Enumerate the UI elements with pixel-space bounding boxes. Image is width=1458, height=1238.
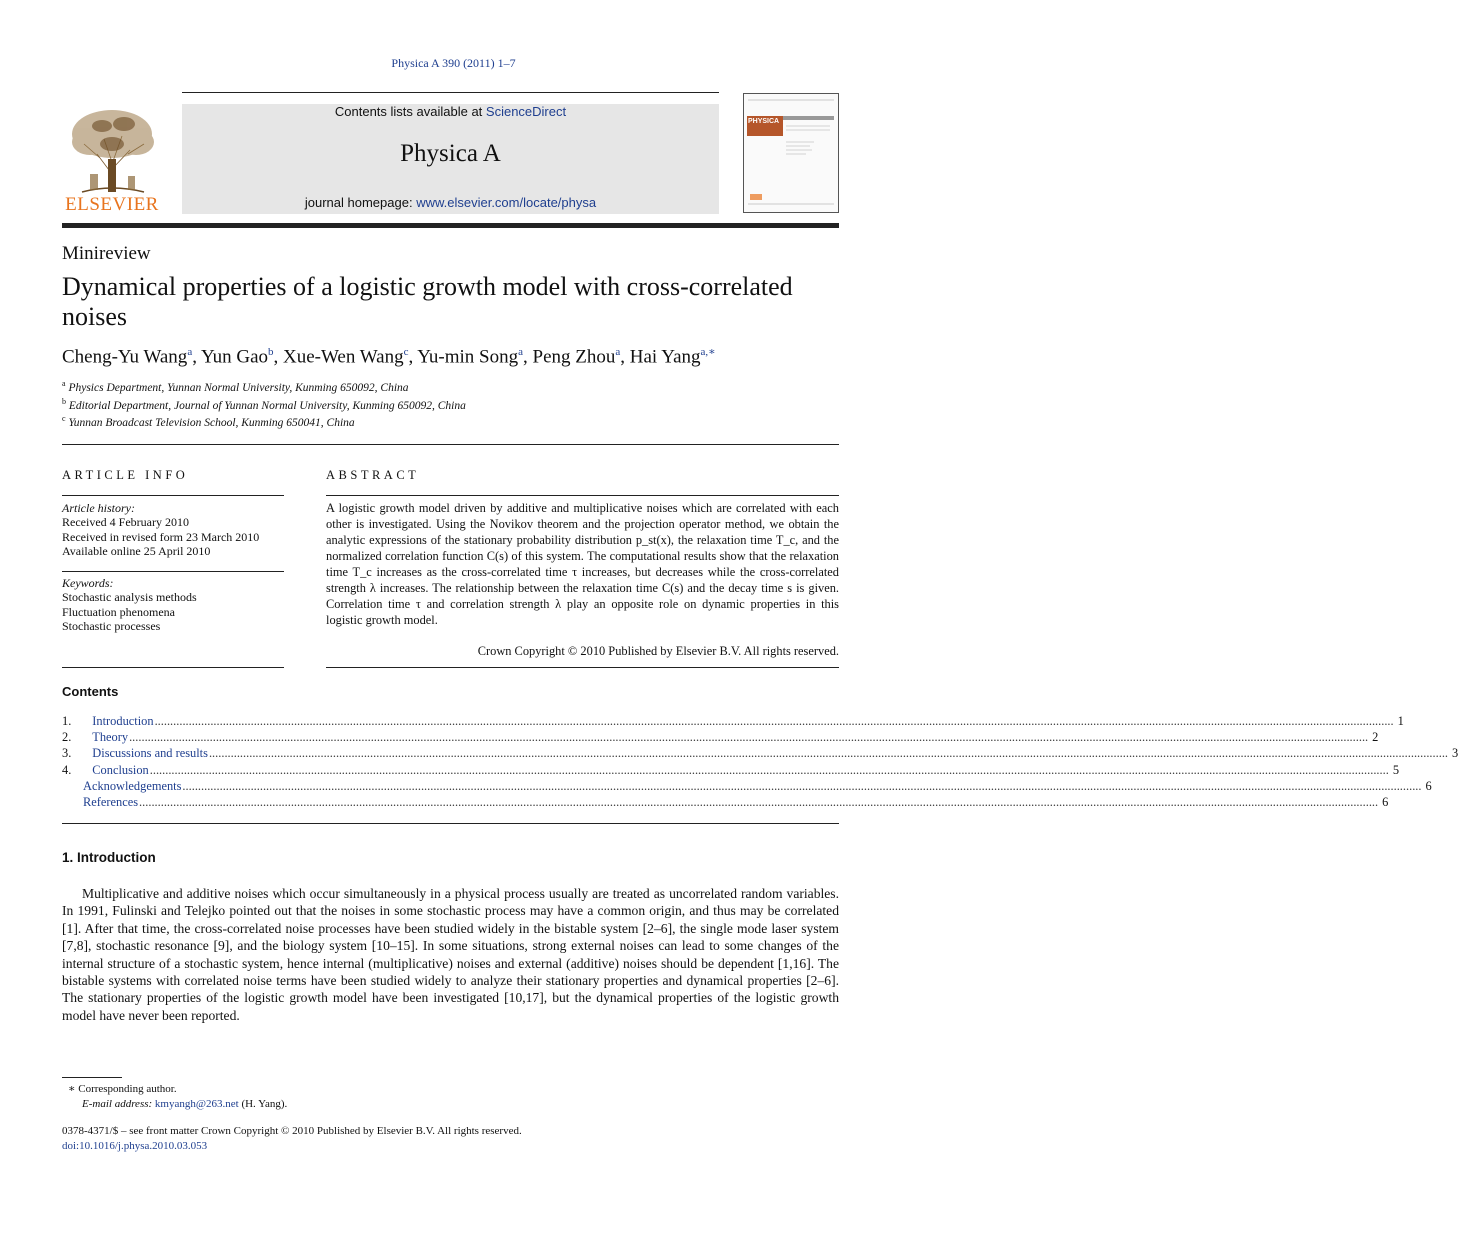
journal-title: Physica A xyxy=(400,140,501,167)
section-heading-introduction: 1. Introduction xyxy=(62,850,156,865)
toc-page-number: 3 xyxy=(1452,746,1458,761)
issn-line: 0378-4371/$ – see front matter Crown Copyright © 2010 Published by Elsevier B.V. All rights reserved. xyxy=(62,1125,522,1137)
keyword: Fluctuation phenomena xyxy=(62,605,175,619)
toc-entry-link[interactable]: Conclusion xyxy=(92,762,149,777)
elsevier-wordmark: ELSEVIER xyxy=(65,194,159,215)
toc-number: 4. xyxy=(62,762,72,777)
keyword: Stochastic processes xyxy=(62,619,161,633)
toc-leader-dots: ................................................................................................................................................................................................................................................................................................................................................................................................................ xyxy=(139,795,1379,809)
author-name: Hai Yang xyxy=(629,346,701,368)
toc-row[interactable] xyxy=(62,795,1389,811)
article-info-heading: ARTICLE INFO xyxy=(62,468,189,482)
affiliation-c: $^c$ Yunnan Broadcast Television School, Kunming 650041, China xyxy=(62,414,355,429)
affiliation-b: $^b$ Editorial Department, Journal of Yunnan Normal University, Kunming 650092, China xyxy=(62,397,466,412)
journal-homepage-link[interactable]: www.elsevier.com/locate/physa xyxy=(416,195,597,210)
author-affiliation-mark[interactable]: a xyxy=(187,346,193,358)
author-affiliation-mark[interactable]: a,∗ xyxy=(700,346,716,358)
header-top-rule xyxy=(182,92,719,93)
abstract-copyright: Crown Copyright © 2010 Published by Elsevier B.V. All rights reserved. xyxy=(477,644,839,658)
abstract-bottom-rule xyxy=(326,667,839,668)
toc-row[interactable] xyxy=(62,730,1379,746)
article-history-label: Article history: xyxy=(62,501,135,515)
toc-entry-link[interactable]: Acknowledgements xyxy=(83,778,182,793)
author-name: Xue-Wen Wang xyxy=(283,346,404,368)
toc-page-number: 6 xyxy=(1382,795,1389,809)
toc-leader-dots: ................................................................................................................................................................................................................................................................................................................................................................................................................ xyxy=(182,778,1422,793)
toc-page-number: 6 xyxy=(1425,778,1432,793)
history-online: Available online 25 April 2010 xyxy=(62,544,211,558)
author-name: Yun Gao xyxy=(201,346,269,368)
article-info-rule xyxy=(62,495,284,496)
title-bottom-rule xyxy=(62,444,839,445)
toc-entry-link[interactable]: References xyxy=(83,795,139,809)
contents-heading: Contents xyxy=(62,684,119,699)
author-affiliation-mark[interactable]: c xyxy=(403,346,409,358)
keyword: Stochastic analysis methods xyxy=(62,590,197,604)
toc-page-number: 2 xyxy=(1372,730,1379,745)
abstract-heading: ABSTRACT xyxy=(326,468,420,482)
toc-entry-link[interactable]: Theory xyxy=(92,730,129,745)
toc-row[interactable] xyxy=(62,746,1458,762)
toc-row[interactable] xyxy=(62,714,1404,730)
cover-label: PHYSICA xyxy=(748,118,780,125)
journal-reference[interactable]: Physica A 390 (2011) 1–7 xyxy=(391,56,516,70)
toc-number: 3. xyxy=(62,746,72,761)
toc-entry-link[interactable]: Discussions and results xyxy=(92,746,208,761)
toc-page-number: 1 xyxy=(1397,714,1404,728)
email-suffix: (H. Yang). xyxy=(238,1098,288,1110)
toc-number: 1. xyxy=(62,714,72,728)
email-link[interactable]: kmyangh@263.net xyxy=(154,1098,239,1110)
toc-entry-link[interactable]: Introduction xyxy=(92,714,154,728)
homepage-prefix: journal homepage: xyxy=(304,195,417,210)
contents-available-line xyxy=(182,104,719,119)
author-name: Cheng-Yu Wang xyxy=(62,346,188,368)
journal-cover-thumbnail xyxy=(743,93,839,213)
header-thick-rule xyxy=(62,223,839,228)
article-type: Minireview xyxy=(62,243,151,264)
toc-number: 2. xyxy=(62,730,72,745)
toc-leader-dots: ................................................................................................................................................................................................................................................................................................................................................................................................................ xyxy=(154,714,1394,728)
sciencedirect-link[interactable]: ScienceDirect xyxy=(485,104,567,119)
author-affiliation-mark[interactable]: b xyxy=(268,346,274,358)
article-title: Dynamical properties of a logistic growth model with cross-correlated noises xyxy=(62,272,793,331)
footnote-rule xyxy=(62,1077,122,1078)
affiliation-a: $^a$ Physics Department, Yunnan Normal University, Kunming 650092, China xyxy=(62,379,409,394)
author-list: Cheng-Yu Wang$^a$, Yun Gao$^b$, Xue-Wen Wang$^c$, Yu-min Song$^a$, Peng Zhou$^a$, Hai Yang$^{a,∗}$ xyxy=(62,346,716,368)
introduction-paragraph: Multiplicative and additive noises which occur simultaneously in a physical process usually are treated as uncorrelated random variables. In 1991, Fulinski and Telejko pointed out that the noises in some stochastic process may have a common origin, and thus may be correlated [1]. After that time, the cross-correlated noise processes have been studied widely in the bistable system [2–6], the single mode laser system [7,8], stochastic resonance [9], and the biology system [10–15]. In some situations, strong external noises can lead to some changes of the internal structure of a stochastic system, hence internal (multiplicative) noises and external (additive) noises should be dependent [1,16]. The bistable systems with correlated noise terms have been studied widely to analyze their stationary properties and dynamical properties [2–6]. The stationary properties of the logistic growth model have been investigated [10,17], but the dynamical properties of the logistic growth model have never been reported. xyxy=(62,886,839,1023)
contents-prefix: Contents lists available at xyxy=(334,104,486,119)
keywords-label: Keywords: xyxy=(62,576,114,590)
doi-link[interactable]: doi:10.1016/j.physa.2010.03.053 xyxy=(62,1140,208,1152)
author-name: Yu-min Song xyxy=(417,346,519,368)
corresponding-author-note: ∗ Corresponding author. xyxy=(68,1083,177,1095)
toc-leader-dots: ................................................................................................................................................................................................................................................................................................................................................................................................................ xyxy=(149,762,1389,777)
author-name: Peng Zhou xyxy=(532,346,616,368)
toc-page-number: 5 xyxy=(1392,762,1400,777)
toc-row[interactable] xyxy=(62,778,1432,795)
journal-homepage-line xyxy=(182,195,719,210)
email-label: E-mail address: xyxy=(82,1098,155,1110)
author-affiliation-mark[interactable]: a xyxy=(615,346,621,358)
author-affiliation-mark[interactable]: a xyxy=(518,346,524,358)
journal-cover-icon xyxy=(744,94,838,212)
abstract-rule xyxy=(326,495,839,496)
contents-bottom-rule xyxy=(62,823,839,824)
history-revised: Received in revised form 23 March 2010 xyxy=(62,530,260,544)
email-footnote xyxy=(82,1098,287,1110)
toc-leader-dots: ................................................................................................................................................................................................................................................................................................................................................................................................................ xyxy=(208,746,1449,761)
article-info-bottom-rule xyxy=(62,667,284,668)
toc-leader-dots: ................................................................................................................................................................................................................................................................................................................................................................................................................ xyxy=(129,730,1369,745)
history-received: Received 4 February 2010 xyxy=(62,515,189,529)
abstract-text: A logistic growth model driven by additive and multiplicative noises which are correlated with each other is investigated. Using the Novikov theorem and the projection operator method, we obtain the analytic expressions of the stationary probability distribution p_st(x), the relaxation time T_c, and the normalized correlation function C(s) of this system. The computational results show that the relaxation time T_c increases as the cross-correlated time τ increases, but decreases while the cross-correlated strength λ increases. The relationship between the relaxation time C(s) and the decay time s is given. Correlation time τ and correlation strength λ play an opposite role on dynamic properties in this logistic growth model. xyxy=(326,501,839,627)
keywords-rule xyxy=(62,571,284,572)
toc-row[interactable] xyxy=(62,762,1400,779)
